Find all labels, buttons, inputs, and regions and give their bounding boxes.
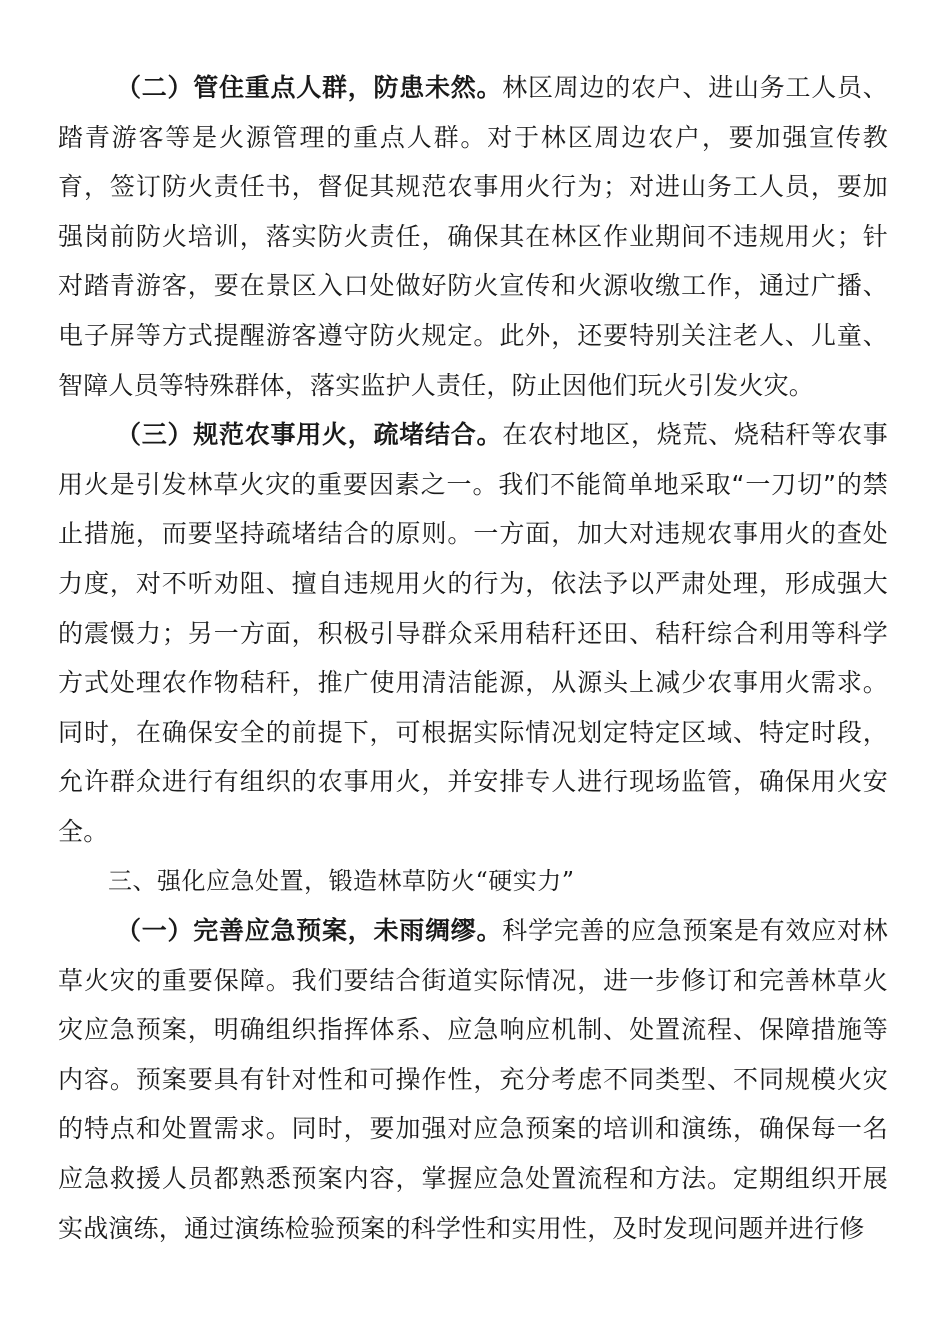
paragraph-emergency-plan xyxy=(58,906,888,1253)
paragraph-lead: （二）管住重点人群，防患未然。 xyxy=(116,73,503,102)
document-body xyxy=(58,63,888,1253)
paragraph-body: 林区周边的农户、进山务工人员、踏青游客等是火源管理的重点人群。对于林区周边农户，要加强宣传教育，签订防火责任书，督促其规范农事用火行为；对进山务工人员，要加强岗前防火培训，落实防火责任，确保其在林区作业期间不违规用火；针对踏青游客，要在景区入口处做好防火宣传和火源收缴工作，通过广播、电子屏等方式提醒游客遵守防火规定。此外，还要特别关注老人、儿童、智障人员等特殊群体，落实监护人责任，防止因他们玩火引发火灾。 xyxy=(58,73,888,400)
paragraph-key-groups xyxy=(58,63,888,410)
paragraph-body: 科学完善的应急预案是有效应对林草火灾的重要保障。我们要结合街道实际情况，进一步修订和完善林草火灾应急预案，明确组织指挥体系、应急响应机制、处置流程、保障措施等内容。预案要具有针对性和可操作性，充分考虑不同类型、不同规模火灾的特点和处置需求。同时，要加强对应急预案的培训和演练，确保每一名应急救援人员都熟悉预案内容，掌握应急处置流程和方法。定期组织开展实战演练，通过演练检验预案的科学性和实用性，及时发现问题并进行修 xyxy=(58,916,888,1243)
paragraph-lead: （三）规范农事用火，疏堵结合。 xyxy=(116,420,503,450)
paragraph-farm-fire xyxy=(58,410,888,856)
paragraph-body: 在农村地区，烧荒、烧秸秆等农事用火是引发林草火灾的重要因素之一。我们不能简单地采取“一刀切”的禁止措施，而要坚持疏堵结合的原则。一方面，加大对违规农事用火的查处力度，对不听劝阻、擅自违规用火的行为，依法予以严肃处理，形成强大的震慑力；另一方面，积极引导群众采用秸秆还田、秸秆综合利用等科学方式处理农作物秸秆，推广使用清洁能源，从源头上减少农事用火需求。同时，在确保安全的前提下，可根据实际情况划定特定区域、特定时段，允许群众进行有组织的农事用火，并安排专人进行现场监管，确保用火安全。 xyxy=(58,420,888,846)
section-heading: 三、强化应急处置，锻造林草防火“硬实力” xyxy=(108,866,575,895)
paragraph-lead: （一）完善应急预案，未雨绸缪。 xyxy=(116,916,503,946)
